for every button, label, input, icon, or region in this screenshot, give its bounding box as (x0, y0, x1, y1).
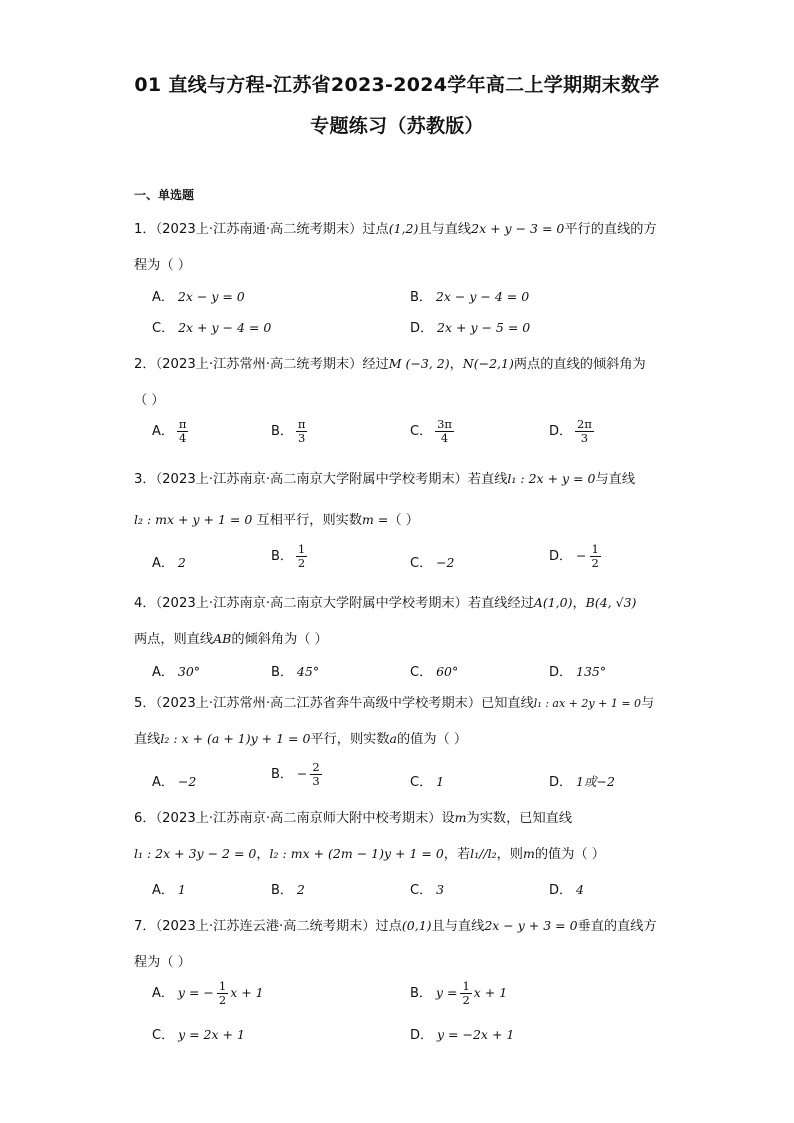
q6-math-m-2: m (522, 846, 535, 861)
option-value: 135° (576, 664, 607, 679)
fraction-denominator: 3 (580, 431, 589, 445)
q2-option-d[interactable] (549, 418, 594, 445)
fraction (435, 418, 454, 445)
option-label: D． (549, 424, 573, 439)
section-heading: 一、单选题 (134, 188, 195, 202)
q3-text-c: 互相平行，则实数 (252, 513, 363, 528)
q7-math-line: 2x − y + 3 = 0 (484, 918, 578, 933)
option-value: y = −2x + 1 (437, 1027, 515, 1042)
q6-option-a[interactable] (152, 879, 186, 898)
fraction (296, 418, 308, 445)
q2-math-point-m: M (−3, 2) (388, 356, 450, 371)
question-6-stem-line-2 (134, 843, 605, 862)
q4-option-a[interactable] (152, 661, 200, 680)
option-label: C． (410, 775, 433, 790)
q4-math-point-b: B(4, √3) (585, 595, 637, 610)
fraction-numerator: 2 (312, 760, 320, 774)
q6-text-e: ，则 (496, 847, 523, 862)
fraction-numerator: 1 (462, 979, 470, 993)
fraction-denominator: 2 (591, 556, 599, 570)
option-label: B． (410, 290, 432, 305)
fraction (460, 980, 471, 1007)
option-value: −2 (436, 555, 455, 570)
q1-math-line: 2x + y − 3 = 0 (471, 221, 565, 236)
page-title-line-2: 专题练习（苏教版） (310, 115, 484, 137)
q2-text-c: 两点的直线的倾斜角为 (513, 357, 646, 372)
option-label: B． (271, 767, 293, 782)
option-label: A． (152, 424, 174, 439)
option-label: C． (152, 1028, 175, 1043)
option-label: A． (152, 775, 174, 790)
fraction (575, 418, 594, 445)
option-expr-post: x + 1 (473, 985, 508, 1000)
option-label: A． (152, 986, 174, 1001)
option-label: A． (152, 556, 174, 571)
option-label: D． (549, 549, 573, 564)
option-value: 2x − y − 4 = 0 (435, 289, 530, 304)
question-4-stem (134, 592, 636, 611)
q3-option-c[interactable] (410, 552, 455, 571)
q7-option-a[interactable] (152, 980, 264, 1007)
question-1-stem-line-2: 程为（ ） (134, 258, 191, 273)
option-value: 2x − y = 0 (177, 289, 245, 304)
q1-math-point: (1,2) (388, 221, 419, 236)
q6-text-c: ， (256, 847, 270, 862)
fraction (310, 761, 321, 788)
option-value: 2 (296, 882, 305, 897)
fraction-denominator: 3 (312, 774, 320, 788)
option-label: D． (410, 321, 434, 336)
q4-option-d[interactable] (549, 661, 606, 680)
option-sign: − (296, 766, 308, 781)
fraction-numerator: 3π (437, 417, 452, 431)
question-4-stem-line-2 (134, 628, 328, 647)
q5-text-e: 的值为（ ） (396, 732, 468, 747)
option-value: 60° (436, 664, 459, 679)
option-value: 4 (576, 882, 584, 897)
q5-text-a: 5．（2023上·江苏常州·高二江苏省奔牛高级中学校考期末）已知直线 (134, 696, 534, 711)
fraction-denominator: 2 (297, 556, 306, 570)
option-label: D． (549, 775, 573, 790)
question-3-stem (134, 468, 635, 487)
option-label: D． (549, 665, 573, 680)
option-label: A． (152, 883, 174, 898)
option-expr-post: x + 1 (230, 985, 264, 1000)
option-value: 2x + y − 4 = 0 (178, 320, 272, 335)
option-label: A． (152, 665, 174, 680)
q5-text-b: 与 (641, 696, 655, 711)
q1-text-c: 平行的直线的方 (564, 222, 657, 237)
question-3-stem-line-2 (134, 509, 419, 528)
q5-option-a[interactable] (152, 771, 196, 790)
q5-text-c: 直线 (134, 732, 161, 747)
q6-math-m: m (454, 810, 467, 825)
q4-text-d: 的倾斜角为（ ） (231, 632, 328, 647)
q3-text-b: 与直线 (595, 472, 636, 487)
q4-option-c[interactable] (410, 661, 458, 680)
option-label: B． (271, 424, 293, 439)
q2-option-a[interactable] (152, 418, 188, 445)
q5-option-c[interactable] (410, 771, 444, 790)
option-label: B． (410, 986, 432, 1001)
question-2-stem-line-2: （ ） (134, 393, 165, 408)
q6-math-parallel: l₁//l₂ (470, 846, 497, 861)
q7-text-c: 垂直的直线方 (577, 919, 657, 934)
option-sign: − (576, 548, 587, 563)
q2-math-point-n: N(−2,1) (462, 356, 514, 371)
option-label: C． (152, 321, 175, 336)
question-6-stem (134, 807, 572, 826)
option-value: y = 2x + 1 (178, 1027, 245, 1042)
option-value: 1 (436, 774, 445, 789)
q3-option-d[interactable] (549, 543, 601, 570)
q7-math-point: (0,1) (401, 918, 432, 933)
fraction-numerator: 1 (218, 979, 227, 993)
q6-math-line-1: l₁ : 2x + 3y − 2 = 0 (134, 846, 257, 861)
fraction (177, 418, 189, 445)
q1-text-b: 且与直线 (418, 222, 472, 237)
q3-option-b[interactable] (271, 543, 307, 570)
question-1-stem (134, 218, 657, 237)
q5-option-d[interactable] (549, 771, 615, 790)
fraction-denominator: 2 (462, 993, 470, 1007)
q3-math-line-2: l₂ : mx + y + 1 = 0 (134, 512, 253, 527)
q6-option-d[interactable] (549, 879, 584, 898)
fraction-numerator: 1 (297, 542, 306, 556)
fraction-numerator: π (297, 417, 306, 431)
page-title-line-1: 01 直线与方程-江苏省2023-2024学年高二上学期期末数学 (134, 74, 660, 96)
q4-text-b: ， (572, 596, 586, 611)
q2-option-b[interactable] (271, 418, 307, 445)
option-label: C． (410, 883, 433, 898)
q2-text-b: ， (449, 357, 463, 372)
q6-text-d: ，若 (443, 847, 471, 862)
q6-math-line-2: l₂ : mx + (2m − 1)y + 1 = 0 (269, 846, 444, 861)
q1-option-b[interactable] (410, 286, 529, 305)
q1-option-a[interactable] (152, 286, 245, 305)
q4-option-b[interactable] (271, 661, 319, 680)
q7-option-d[interactable] (410, 1024, 514, 1043)
q3-math-m: m = (362, 512, 389, 527)
q7-text-a: 7．（2023上·江苏连云港·高二统考期末）过点 (134, 919, 402, 934)
q3-option-a[interactable] (152, 552, 186, 571)
option-label: B． (271, 883, 293, 898)
option-value: 1或−2 (576, 774, 615, 789)
option-value: 2x + y − 5 = 0 (437, 320, 531, 335)
q7-text-b: 且与直线 (431, 919, 485, 934)
q3-text-d: （ ） (388, 513, 419, 528)
q6-text-f: 的值为（ ） (534, 847, 605, 862)
q4-math-point-a: A(1,0) (533, 595, 573, 610)
q5-option-b[interactable] (271, 761, 322, 788)
q1-option-c[interactable] (152, 317, 271, 336)
q1-text-a: 1．（2023上·江苏南通·高二统考期末）过点 (134, 222, 389, 237)
q5-math-a: a (389, 731, 397, 746)
question-5-stem-line-2 (134, 728, 467, 747)
q5-math-line-2: l₂ : x + (a + 1)y + 1 = 0 (160, 731, 311, 746)
q4-math-ab: AB (213, 631, 232, 646)
q2-option-c[interactable] (410, 418, 454, 445)
q1-option-d[interactable] (410, 317, 530, 336)
question-7-stem-line-2: 程为（ ） (134, 955, 191, 970)
option-label: B． (271, 665, 293, 680)
option-expr-pre: y = − (177, 985, 214, 1000)
fraction-numerator: 2π (577, 417, 592, 431)
option-label: C． (410, 556, 433, 571)
q5-math-line-1: l₁ : ax + 2y + 1 = 0 (533, 697, 642, 710)
option-label: A． (152, 290, 174, 305)
q6-option-c[interactable] (410, 879, 444, 898)
fraction-numerator: 1 (591, 542, 599, 556)
q4-text-a: 4．（2023上·江苏南京·高二南京大学附属中学校考期末）若直线经过 (134, 596, 534, 611)
q4-text-c: 两点，则直线 (134, 632, 214, 647)
option-expr-pre: y = (435, 985, 458, 1000)
option-value: 45° (296, 664, 320, 679)
q3-math-line-1: l₁ : 2x + y = 0 (507, 471, 596, 486)
option-label: D． (549, 883, 573, 898)
q7-option-c[interactable] (152, 1024, 245, 1043)
fraction-denominator: 2 (218, 993, 227, 1007)
q7-option-b[interactable] (410, 980, 507, 1007)
fraction (296, 543, 307, 570)
q6-option-b[interactable] (271, 879, 305, 898)
option-label: C． (410, 424, 433, 439)
question-7-stem (134, 915, 657, 934)
fraction-numerator: π (178, 417, 187, 431)
option-value: 3 (436, 882, 445, 897)
option-value: 1 (177, 882, 186, 897)
option-value: 30° (177, 664, 201, 679)
fraction-denominator: 4 (179, 431, 187, 445)
question-2-stem (134, 353, 646, 372)
option-value: 2 (177, 555, 186, 570)
option-label: D． (410, 1028, 434, 1043)
option-label: C． (410, 665, 433, 680)
option-value: −2 (177, 774, 197, 789)
q5-text-d: 平行，则实数 (310, 732, 390, 747)
question-5-stem (134, 692, 654, 711)
fraction-denominator: 4 (440, 431, 449, 445)
fraction (217, 980, 228, 1007)
option-label: B． (271, 549, 293, 564)
q6-text-b: 为实数，已知直线 (466, 811, 573, 826)
q3-text-a: 3．（2023上·江苏南京·高二南京大学附属中学校考期末）若直线 (134, 472, 508, 487)
q6-text-a: 6．（2023上·江苏南京·高二南京师大附中校考期末）设 (134, 811, 455, 826)
fraction-denominator: 3 (298, 431, 306, 445)
fraction (590, 543, 601, 570)
q2-text-a: 2．（2023上·江苏常州·高二统考期末）经过 (134, 357, 389, 372)
